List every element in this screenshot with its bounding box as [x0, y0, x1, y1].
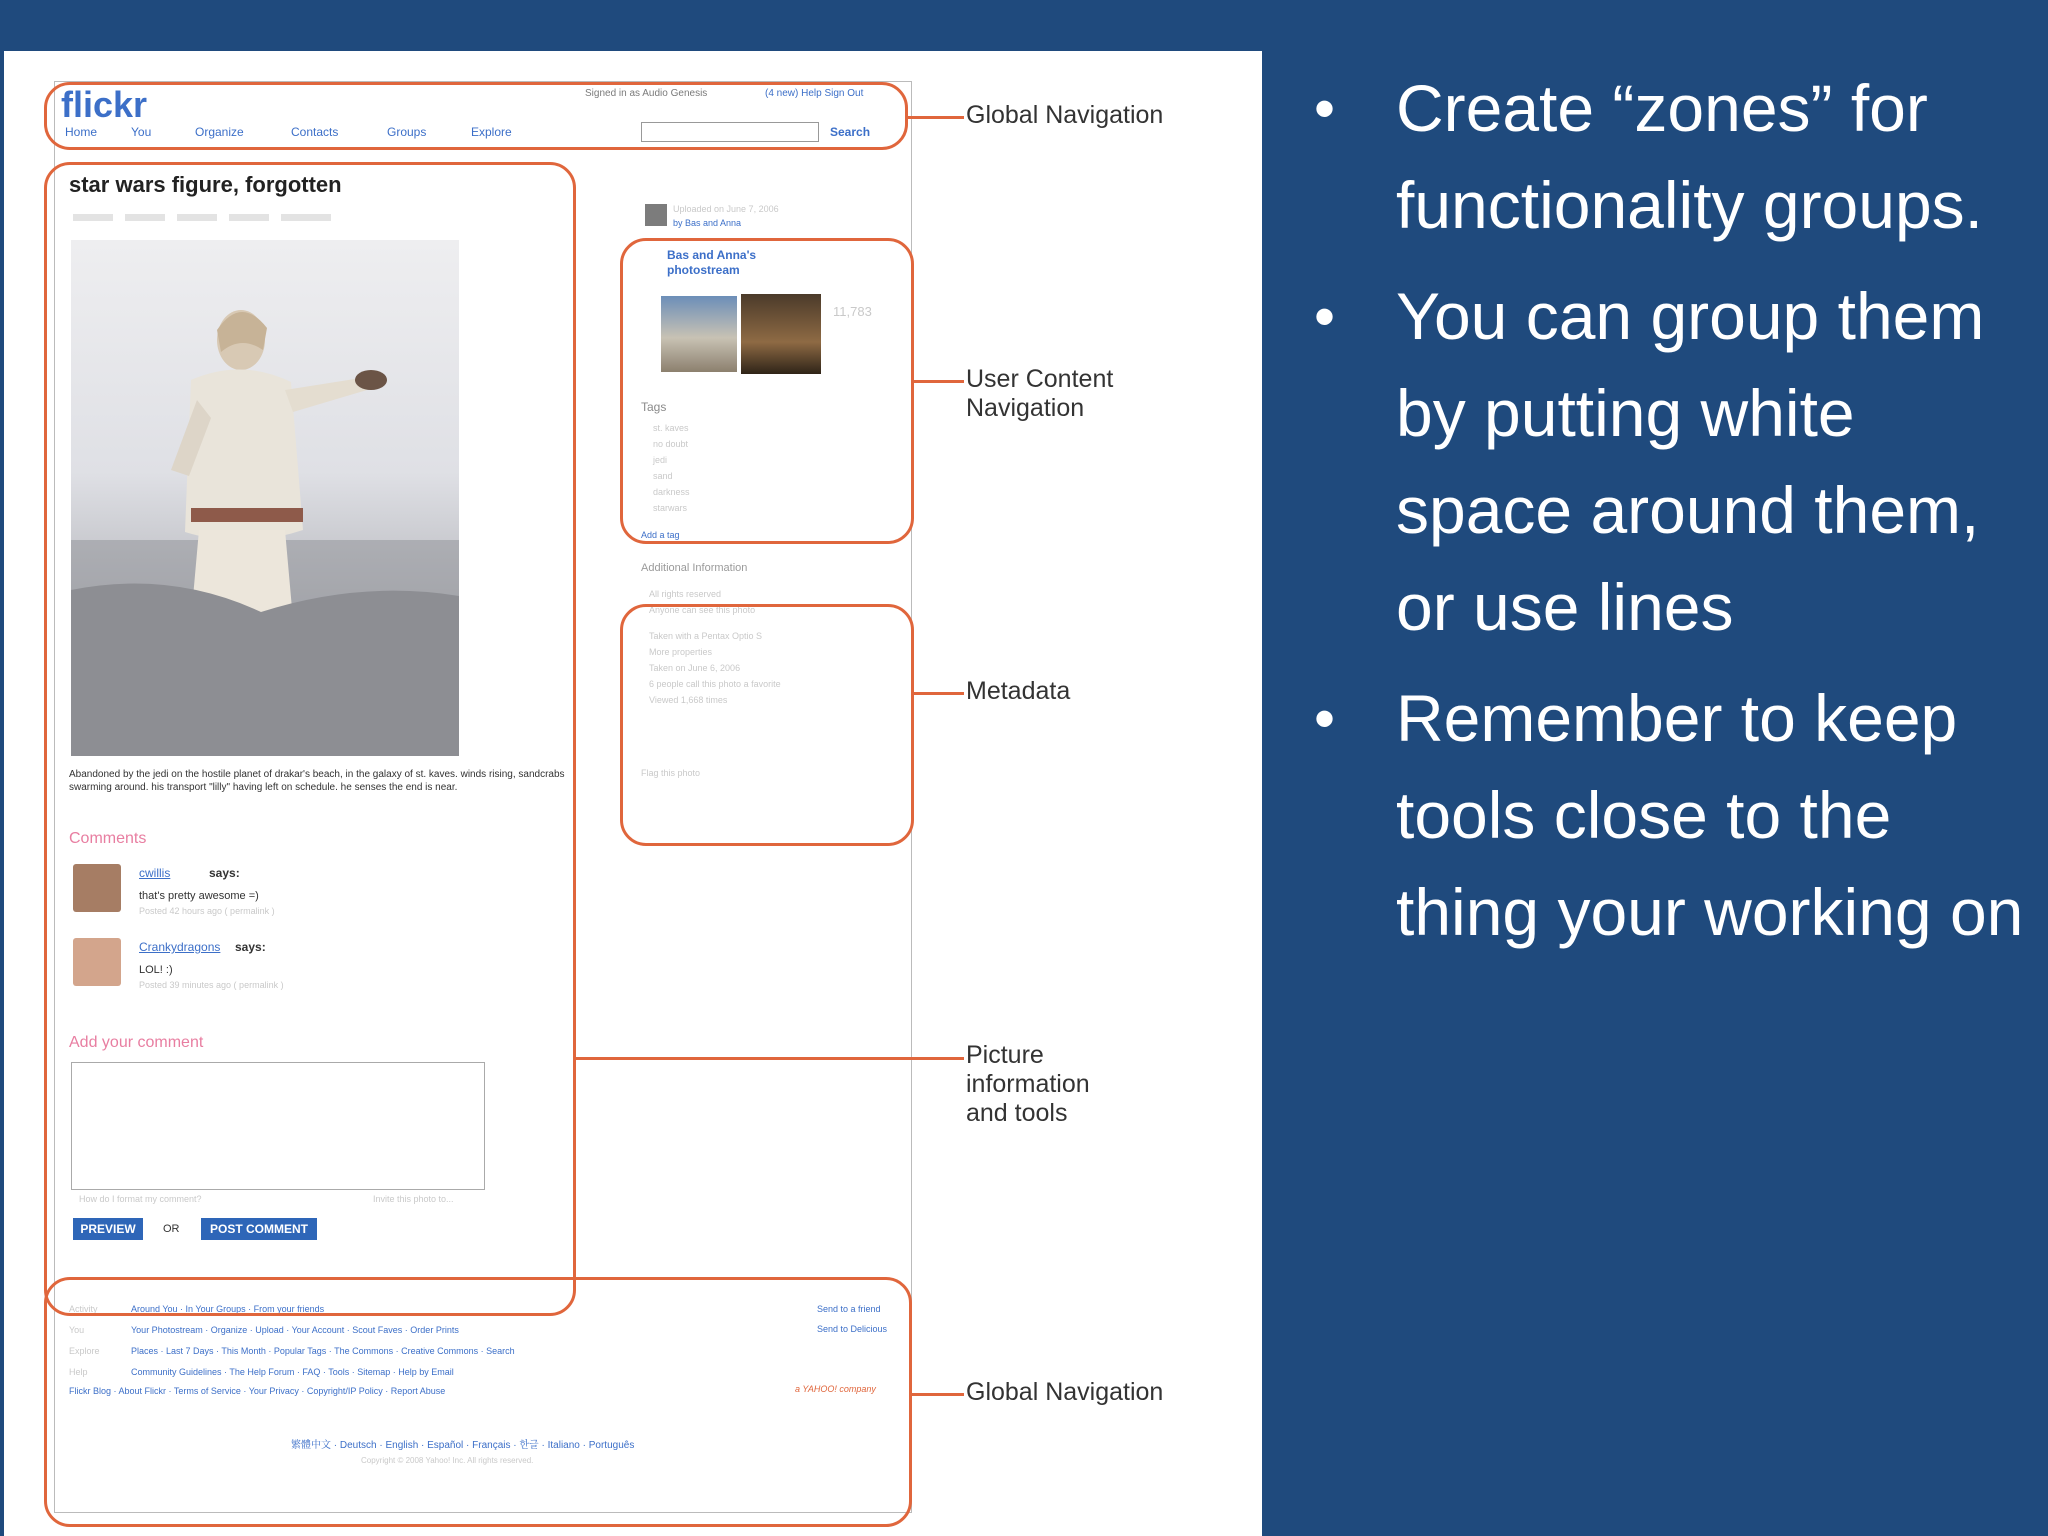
nav-home[interactable]: Home — [65, 125, 98, 139]
footer-label: You — [69, 1325, 85, 1335]
nav-you[interactable]: You — [131, 125, 152, 139]
comment-text: that's pretty awesome =) — [139, 890, 259, 902]
flickr-logo[interactable]: flickr — [61, 84, 148, 125]
callout-metadata: Metadata — [966, 677, 1071, 705]
comment-meta: Posted 42 hours ago ( permalink ) — [139, 906, 275, 916]
meta-line: All rights reserved — [649, 589, 722, 599]
footer-links[interactable]: Community Guidelines · The Help Forum · FAQ · Tools · Sitemap · Help by Email — [131, 1367, 454, 1377]
comments-heading: Comments — [69, 830, 147, 847]
photo-description: Abandoned by the jedi on the hostile planet of drakar's beach, in the galaxy of st. kaves. winds rising, sandcrabs swarming around. his transport "lilly" having left on schedule. he senses the end is near. — [69, 769, 565, 793]
meta-line: Taken on June 6, 2006 — [649, 663, 741, 673]
nav-explore[interactable]: Explore — [471, 125, 512, 139]
copyright: Copyright © 2008 Yahoo! Inc. All rights reserved. — [361, 1456, 534, 1465]
bullet-item: • Remember to keep tools close to the thing your working on — [1310, 670, 2030, 961]
meta-line: Viewed 1,668 times — [649, 695, 728, 705]
footer-links[interactable]: Around You · In Your Groups · From your friends — [131, 1304, 325, 1314]
photostream-count: 11,783 — [833, 304, 872, 319]
footer-label: Activity — [69, 1304, 98, 1314]
tag-item[interactable]: darkness — [653, 487, 690, 497]
zone-user-content-nav — [620, 238, 914, 544]
add-comment-heading: Add your comment — [69, 1034, 204, 1051]
search-button[interactable]: Search — [830, 125, 871, 139]
callout-line-global-nav-bottom — [912, 1393, 964, 1396]
footer-links[interactable]: Your Photostream · Organize · Upload · Your Account · Scout Faves · Order Prints — [131, 1325, 459, 1335]
footer-links[interactable]: Places · Last 7 Days · This Month · Popular Tags · The Commons · Creative Commons · Search — [131, 1346, 515, 1356]
uploader-avatar[interactable] — [645, 204, 667, 226]
zone-global-nav-bottom — [44, 1277, 912, 1527]
zone-global-nav-top — [44, 82, 908, 150]
callout-user-content-nav: User Content Navigation — [966, 365, 1114, 422]
tag-item[interactable]: sand — [653, 471, 673, 481]
bullet-list — [1310, 60, 2030, 975]
callout-line-picture-info — [576, 1057, 964, 1060]
tag-item[interactable]: st. kaves — [653, 423, 689, 433]
footer-right-link-1[interactable]: Send to a friend — [817, 1304, 881, 1314]
meta-line: Anyone can see this photo — [649, 605, 756, 615]
callout-line-user-content-nav — [914, 380, 964, 383]
post-comment-button[interactable]: POST COMMENT — [201, 1218, 317, 1240]
nav-groups[interactable]: Groups — [387, 125, 427, 139]
tag-item[interactable]: jedi — [653, 455, 668, 465]
nav-contacts[interactable]: Contacts — [291, 125, 339, 139]
meta-line[interactable]: Taken with a Pentax Optio S — [649, 631, 763, 641]
comment-says: says: — [209, 866, 240, 880]
zone-picture-info — [44, 162, 576, 1316]
comment-meta: Posted 39 minutes ago ( permalink ) — [139, 980, 284, 990]
footer-bottom-links[interactable]: Flickr Blog · About Flickr · Terms of Service · Your Privacy · Copyright/IP Policy · Report Abuse — [69, 1386, 446, 1396]
meta-line[interactable]: 6 people call this photo a favorite — [649, 679, 781, 689]
photostream-link[interactable]: Bas and Anna's photostream — [667, 248, 757, 277]
uploaded-date: Uploaded on June 7, 2006 — [673, 204, 779, 214]
callout-line-metadata — [914, 692, 964, 695]
header-right-links[interactable]: (4 new) Help Sign Out — [765, 88, 864, 99]
tags-heading: Tags — [641, 400, 667, 414]
add-tag-link[interactable]: Add a tag — [641, 530, 680, 540]
preview-button[interactable]: PREVIEW — [73, 1218, 143, 1240]
callout-global-nav-bottom: Global Navigation — [966, 1378, 1164, 1406]
comment-text: LOL! :) — [139, 964, 173, 976]
flag-photo-link[interactable]: Flag this photo — [641, 768, 701, 778]
or-text: OR — [163, 1223, 180, 1235]
meta-line[interactable]: More properties — [649, 647, 713, 657]
comment-says: says: — [235, 940, 266, 954]
nav-organize[interactable]: Organize — [195, 125, 244, 139]
language-links[interactable]: 繁體中文 · Deutsch · English · Español · Français · 한글 · Italiano · Português — [291, 1440, 635, 1451]
signed-in-text: Signed in as Audio Genesis — [585, 88, 708, 99]
comment-author[interactable]: Crankydragons — [139, 940, 221, 954]
photo-title: star wars figure, forgotten — [69, 172, 342, 197]
yahoo-logo[interactable]: a YAHOO! company — [795, 1384, 876, 1394]
footer-label: Explore — [69, 1346, 100, 1356]
comment-format-hint[interactable]: How do I format my comment? — [79, 1194, 202, 1204]
additional-info-heading: Additional Information — [641, 562, 748, 574]
tag-item[interactable]: starwars — [653, 503, 688, 513]
footer-label: Help — [69, 1367, 88, 1377]
callout-global-nav-top: Global Navigation — [966, 101, 1164, 129]
bullet-item: • You can group them by putting white space around them, or use lines — [1310, 268, 2030, 656]
comment-author[interactable]: cwillis — [139, 866, 171, 880]
uploaded-by[interactable]: by Bas and Anna — [673, 218, 742, 228]
footer-right-link-2[interactable]: Send to Delicious — [817, 1324, 888, 1334]
zone-metadata — [620, 604, 914, 846]
invite-photo-link[interactable]: Invite this photo to... — [373, 1194, 454, 1204]
callout-picture-info: Picture information and tools — [966, 1041, 1090, 1127]
bullet-item: • Create “zones” for functionality groups. — [1310, 60, 2030, 254]
screenshot-panel — [4, 51, 1262, 1536]
tag-item[interactable]: no doubt — [653, 439, 689, 449]
callout-line-global-nav-top — [908, 116, 964, 119]
